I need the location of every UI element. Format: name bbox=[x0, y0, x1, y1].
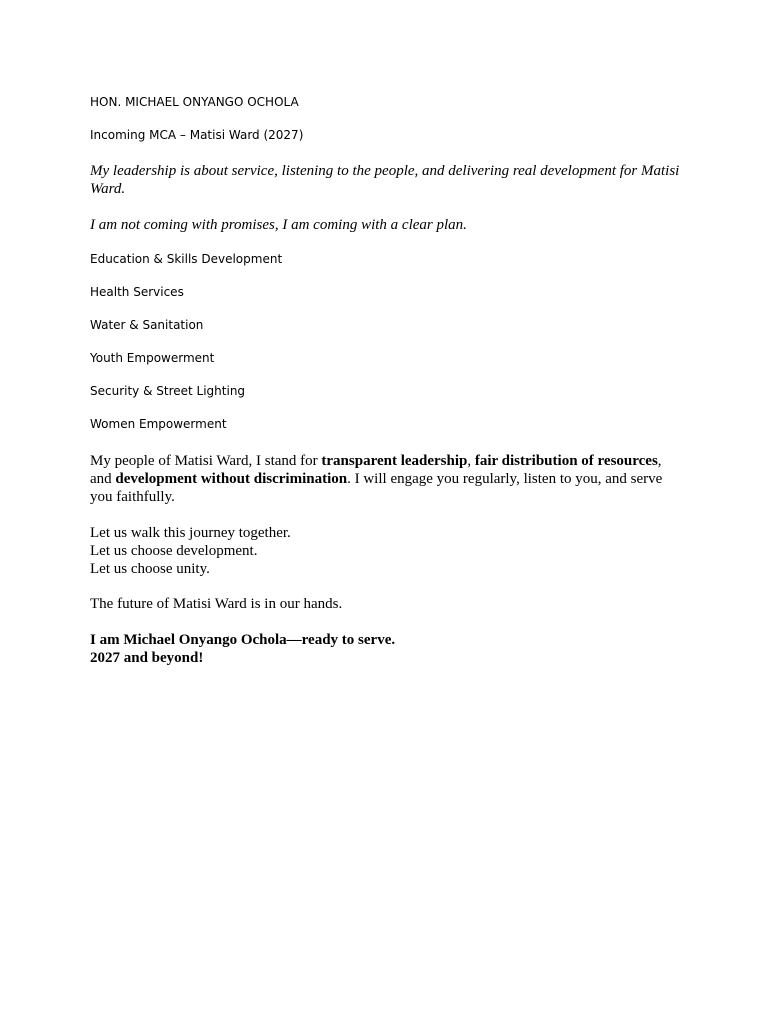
priority-item-women: Women Empowerment bbox=[90, 417, 227, 431]
priority-list bbox=[90, 251, 680, 432]
leadership-quote: My leadership is about service, listening to the people, and delivering real development for Matisi Ward. bbox=[90, 163, 680, 197]
pledge-transparent-leadership: transparent leadership bbox=[321, 453, 468, 469]
call-to-action-lines bbox=[90, 524, 680, 578]
walk-line-journey: Let us walk this journey together. bbox=[90, 525, 291, 541]
walk-line-development: Let us choose development. bbox=[90, 543, 258, 559]
document-body bbox=[90, 94, 680, 667]
pledge-paragraph bbox=[90, 452, 680, 506]
pledge-intro: My people of Matisi Ward, I stand for bbox=[90, 453, 322, 469]
pledge-separator-2: , and bbox=[90, 453, 662, 487]
pledge-fair-distribution: fair distribution of resources bbox=[474, 453, 658, 469]
candidate-name-heading: HON. MICHAEL ONYANGO OCHOLA bbox=[90, 95, 299, 109]
pledge-outro: . I will engage you regularly, listen to you, and serve you faithfully. bbox=[90, 471, 663, 505]
candidate-title-subtitle: Incoming MCA – Matisi Ward (2027) bbox=[90, 128, 304, 142]
closing-line-ready: I am Michael Onyango Ochola—ready to serve. bbox=[90, 632, 396, 648]
closing-line-2027: 2027 and beyond! bbox=[90, 650, 204, 666]
pledge-no-discrimination: development without discrimination bbox=[115, 471, 348, 487]
plan-quote: I am not coming with promises, I am coming with a clear plan. bbox=[90, 217, 467, 233]
priority-item-youth: Youth Empowerment bbox=[90, 351, 215, 365]
priority-item-health: Health Services bbox=[90, 285, 184, 299]
walk-line-unity: Let us choose unity. bbox=[90, 561, 210, 577]
future-statement: The future of Matisi Ward is in our hands. bbox=[90, 596, 343, 612]
pledge-separator-1: , bbox=[467, 453, 475, 469]
priority-item-education: Education & Skills Development bbox=[90, 252, 283, 266]
priority-item-water: Water & Sanitation bbox=[90, 318, 204, 332]
closing-signature bbox=[90, 631, 680, 667]
priority-item-security: Security & Street Lighting bbox=[90, 384, 246, 398]
